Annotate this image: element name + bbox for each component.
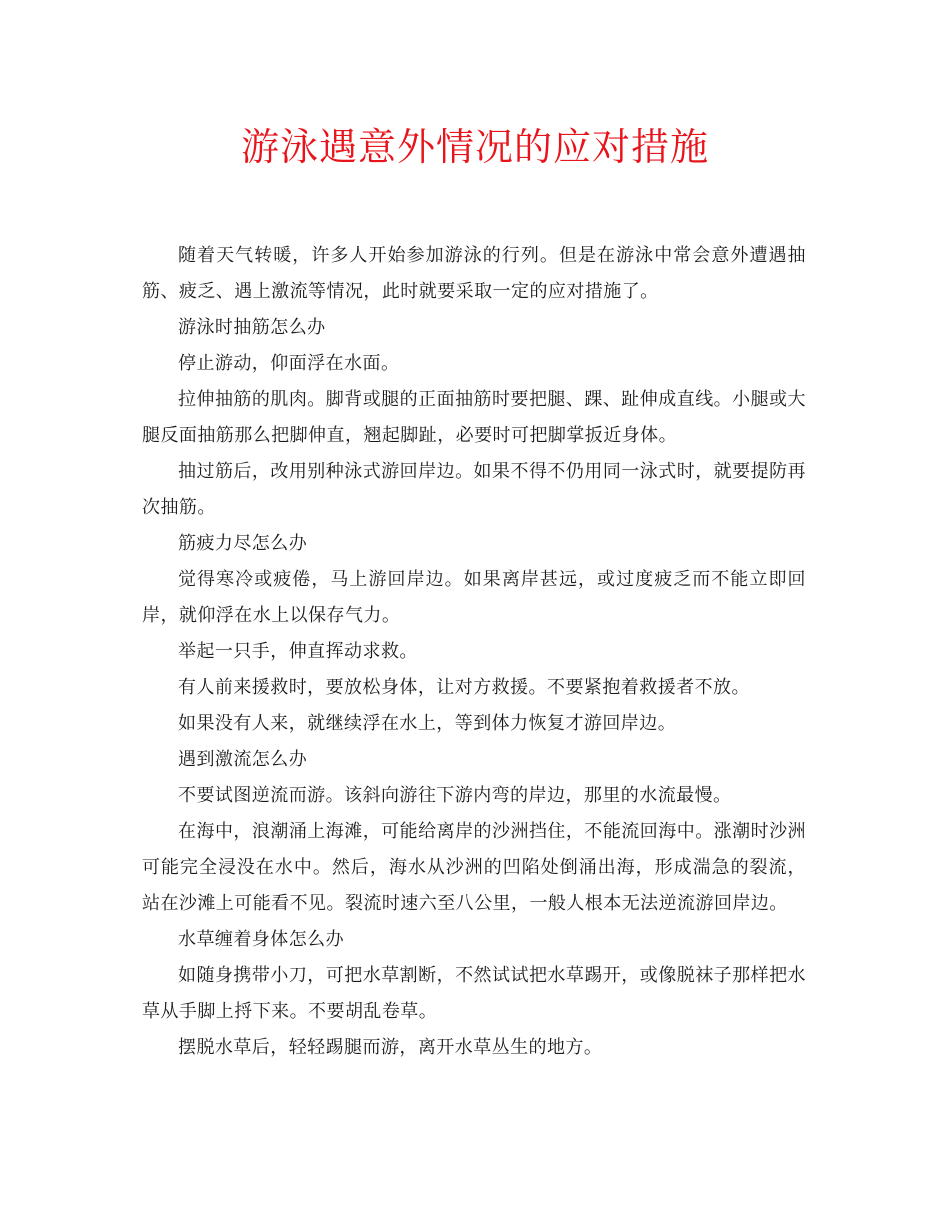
paragraph: 停止游动，仰面浮在水面。 (178, 353, 400, 374)
paragraph-intro: 随着天气转暖，许多人开始参加游泳的行列。但是在游泳中常会意外遭遇抽筋、疲乏、遇上激流等情况，此时就要采取一定的应对措施了。 (142, 245, 806, 302)
paragraph: 举起一只手，伸直挥动求救。 (178, 641, 418, 662)
paragraph: 抽过筋后，改用别种泳式游回岸边。如果不得不仍用同一泳式时，就要提防再次抽筋。 (142, 461, 806, 518)
paragraph: 拉伸抽筋的肌肉。脚背或腿的正面抽筋时要把腿、踝、趾伸成直线。小腿或大腿反面抽筋那么把脚伸直，翘起脚趾，必要时可把脚掌扳近身体。 (142, 389, 806, 446)
paragraph: 如果没有人来，就继续浮在水上，等到体力恢复才游回岸边。 (178, 713, 677, 734)
heading-current: 遇到激流怎么办 (178, 749, 308, 770)
heading-exhaustion: 筋疲力尽怎么办 (178, 533, 308, 554)
document-body (142, 238, 806, 1066)
paragraph: 有人前来援救时，要放松身体，让对方救援。不要紧抱着救援者不放。 (178, 677, 750, 698)
paragraph: 摆脱水草后，轻轻踢腿而游，离开水草丛生的地方。 (178, 1037, 603, 1058)
paragraph: 在海中，浪潮涌上海滩，可能给离岸的沙洲挡住，不能流回海中。涨潮时沙洲可能完全浸没在水中。然后，海水从沙洲的凹陷处倒涌出海，形成湍急的裂流，站在沙滩上可能看不见。裂流时速六至八公里，一般人根本无法逆流游回岸边。 (142, 821, 806, 914)
paragraph: 不要试图逆流而游。该斜向游往下游内弯的岸边，那里的水流最慢。 (178, 785, 732, 806)
paragraph: 觉得寒冷或疲倦，马上游回岸边。如果离岸甚远，或过度疲乏而不能立即回岸，就仰浮在水上以保存气力。 (142, 569, 806, 626)
heading-cramp: 游泳时抽筋怎么办 (178, 317, 326, 338)
heading-waterweed: 水草缠着身体怎么办 (178, 929, 345, 950)
document-title: 游泳遇意外情况的应对措施 (240, 125, 709, 169)
paragraph: 如随身携带小刀，可把水草割断，不然试试把水草踢开，或像脱袜子那样把水草从手脚上捋下来。不要胡乱卷草。 (142, 965, 806, 1022)
